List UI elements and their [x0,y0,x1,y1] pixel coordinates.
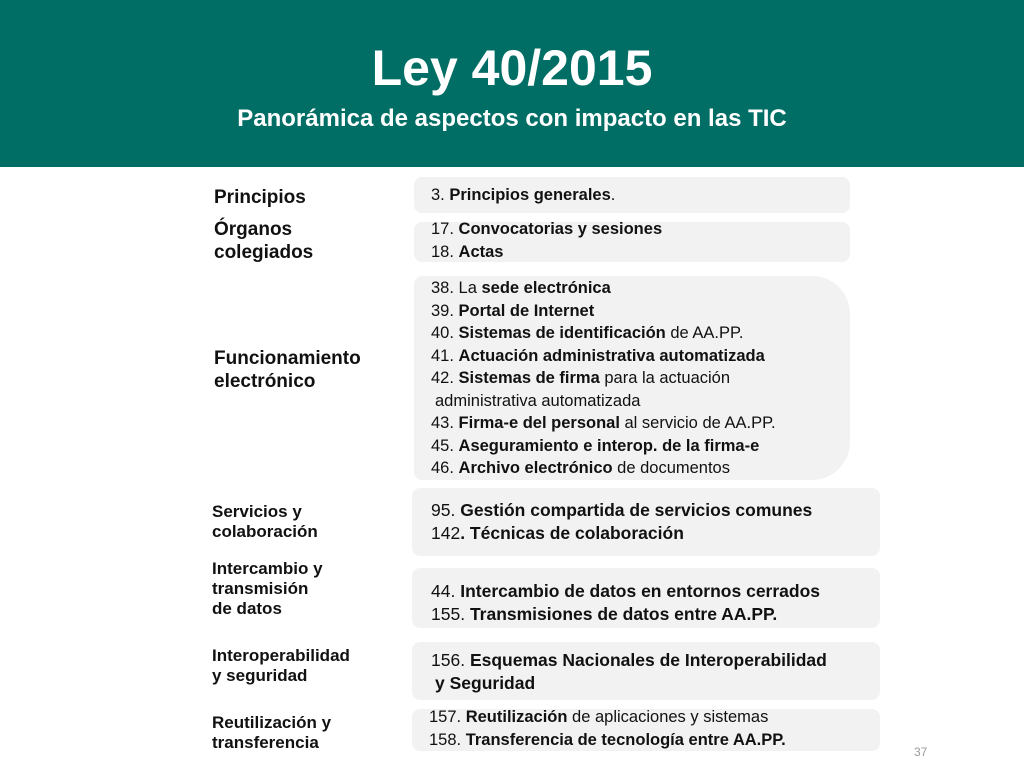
article-number: 95. [431,500,461,520]
article-item [431,300,776,323]
article-suffix: al servicio de AA.PP. [619,414,776,432]
slide-title: Ley 40/2015 [371,40,653,96]
article-number: 18. [431,242,459,261]
article-title: Sistemas de identificación [458,324,666,342]
article-title: Intercambio de datos en entornos cerrados [460,581,821,601]
article-number: 38. [431,279,459,297]
article-item-continuation [431,390,776,413]
article-title: Portal de Internet [458,301,595,320]
section-items [431,277,776,480]
article-suffix: de aplicaciones y sistemas [567,708,769,726]
section-items [431,649,827,695]
article-continuation-text: administrativa automatizada [435,391,641,410]
article-title: Gestión compartida de servicios comunes [460,500,813,520]
article-number: 45. [431,436,459,455]
page-number: 37 [914,745,928,759]
article-suffix: . [610,186,616,204]
article-title: Esquemas Nacionales de Interoperabilidad [469,650,827,670]
section-items [431,218,662,263]
article-item [431,412,776,435]
article-number: 46. [431,459,459,477]
article-item [431,218,662,241]
category-funcionamiento-electronico: Funcionamiento electrónico [214,348,361,392]
article-item [431,241,662,264]
category-organos-colegiados: Órganos colegiados [214,219,314,263]
article-title: Actas [458,242,504,261]
category-interoperabilidad-seguridad: Interoperabilidad y seguridad [212,646,350,685]
article-title: Reutilización [465,708,568,726]
article-number: 158. [429,731,466,749]
article-title: . Técnicas de colaboración [460,523,684,543]
article-prefix: La [458,279,482,297]
article-number: 41. [431,346,459,365]
article-item [431,580,820,603]
article-number: 39. [431,301,459,320]
section-items [431,499,812,545]
article-number: 156. [431,650,470,670]
article-title: Convocatorias y sesiones [458,220,663,238]
article-item [429,706,786,729]
article-number: 142 [431,523,461,543]
article-title: Archivo electrónico [458,459,613,477]
article-title: sede electrónica [481,279,611,297]
article-number: 155. [431,604,470,624]
article-number: 157. [429,708,466,726]
category-servicios-colaboracion: Servicios y colaboración [212,502,318,541]
article-title: Principios generales [449,186,611,204]
article-title: Transmisiones de datos entre AA.PP. [469,604,778,624]
category-principios: Principios [214,187,306,208]
article-number: 17. [431,220,459,238]
article-item [431,522,812,545]
article-number: 3. [431,186,450,204]
article-number: 44. [431,581,461,601]
section-items [429,706,786,752]
article-item [431,603,820,626]
section-items [431,580,820,626]
slide-header [0,0,1024,167]
category-intercambio-transmision: Intercambio y transmisión de datos [212,559,323,618]
article-number: 43. [431,414,459,432]
article-item [431,649,827,672]
article-title: Transferencia de tecnología entre AA.PP. [465,731,786,749]
section-items [431,184,615,207]
article-item [431,499,812,522]
article-number: 40. [431,324,459,342]
article-item [431,184,615,207]
article-item-continuation [431,672,827,695]
article-suffix: de AA.PP. [665,324,744,342]
article-item [431,367,776,390]
article-item [429,729,786,752]
article-title: Sistemas de firma [458,369,600,387]
article-title: Actuación administrativa automatizada [458,346,765,365]
article-title: Aseguramiento e interop. de la firma-e [458,436,760,455]
article-item [431,322,776,345]
article-suffix: para la actuación [599,369,731,387]
article-item [431,345,776,368]
article-title: Firma-e del personal [458,414,620,432]
article-item [431,277,776,300]
article-suffix: de documentos [612,459,730,477]
article-number: 42. [431,369,459,387]
article-item [431,435,776,458]
slide-subtitle: Panorámica de aspectos con impacto en las TIC [237,105,787,132]
article-continuation-text: y Seguridad [435,673,536,693]
article-item [431,457,776,480]
category-reutilizacion-transferencia: Reutilización y transferencia [212,713,332,752]
